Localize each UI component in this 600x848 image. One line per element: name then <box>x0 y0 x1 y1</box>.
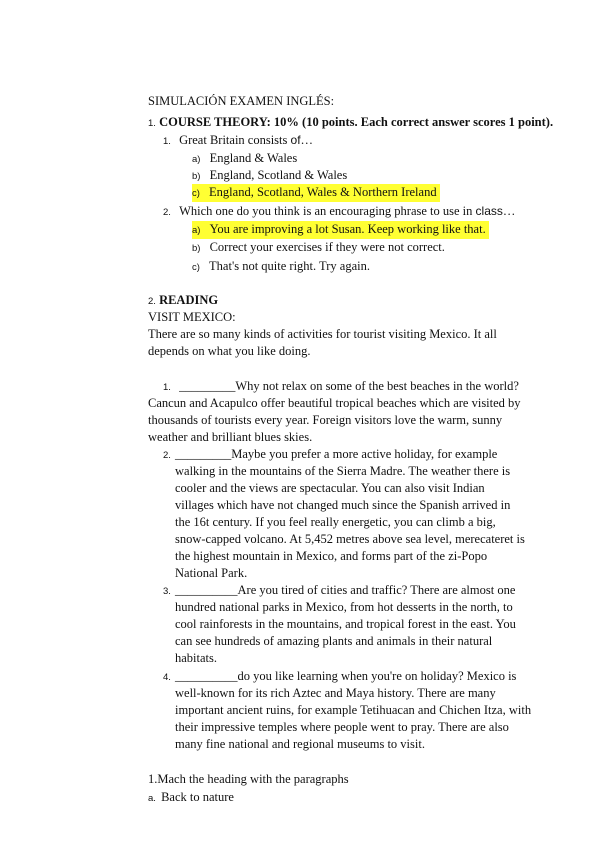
option-text: That's not quite right. Try again. <box>209 259 370 273</box>
paragraph-line: Cancun and Acapulco offer beautiful tropical beaches which are visited by <box>148 396 521 410</box>
paragraph-line: __________Are you tired of cities and traffic? There are almost one <box>175 583 516 597</box>
paragraph-line: _________Maybe you prefer a more active holiday, for example <box>175 447 498 461</box>
paragraph-line: hundred national parks in Mexico, from hot desserts in the north, to <box>175 600 513 614</box>
paragraph-line: _________Why not relax on some of the best beaches in the world? <box>179 379 519 393</box>
paragraph-2-number <box>163 446 171 464</box>
section1-number: 1. <box>148 118 156 129</box>
paragraph-3-number <box>163 582 171 600</box>
option-letter: a) <box>192 154 201 165</box>
reading-subtitle: VISIT MEXICO: <box>148 310 236 324</box>
paragraph-line: habitats. <box>175 651 218 665</box>
question-1-text: Great Britain consists <box>179 133 291 147</box>
question-1 <box>163 132 313 150</box>
question-1-option-b <box>192 167 347 185</box>
heading-letter: a. <box>148 793 156 804</box>
paragraph-line: weather and brilliant blues skies. <box>148 430 313 444</box>
intro-line: There are so many kinds of activities for tourist visiting Mexico. It all <box>148 327 497 341</box>
option-letter: b) <box>192 243 201 254</box>
option-text: You are improving a lot Susan. Keep working like that. <box>209 222 486 236</box>
section2-number: 2. <box>148 296 156 307</box>
paragraph-line: __________do you like learning when you're on holiday? Mexico is <box>175 669 517 683</box>
paragraph-line: the 16t century. If you feel really energetic, you can climb a big, <box>175 515 496 529</box>
question-2-option-a-highlighted <box>192 221 489 239</box>
question-2 <box>163 203 515 221</box>
option-letter: c) <box>192 262 200 273</box>
paragraph-number: 2. <box>163 450 171 461</box>
option-letter: a) <box>192 225 201 236</box>
paragraph-line: cool rainforests in the mountains, and tropical forest in the east. You <box>175 617 516 631</box>
paragraph-line: National Park. <box>175 566 248 580</box>
question-1-tail-dots: … <box>300 133 314 147</box>
question-2-tail-dots: … <box>502 204 516 218</box>
heading-option-a <box>148 789 234 807</box>
question-2-tail-word: class <box>475 204 503 218</box>
paragraph-number: 4. <box>163 672 171 683</box>
paragraph-line: their impressive temples where people went to pray. There are also <box>175 720 509 734</box>
question-1-tail-word: of <box>290 133 301 147</box>
paragraph-line: the highest mountain in Mexico, and forms part of the zi-Popo <box>175 549 488 563</box>
section2-heading <box>148 292 218 310</box>
section2-title: READING <box>159 293 219 307</box>
question-2-option-b <box>192 239 445 257</box>
task-instruction <box>148 771 349 787</box>
question-2-text: Which one do you think is an encouraging phrase to use in <box>179 204 476 218</box>
option-text: England & Wales <box>209 151 298 165</box>
question-1-number: 1. <box>163 136 171 147</box>
task-text: Mach the heading with the paragraphs <box>157 772 349 786</box>
page-title: SIMULACIÓN EXAMEN INGLÉS: <box>148 94 335 108</box>
section1-title: COURSE THEORY: 10% (10 points. Each correct answer scores 1 point). <box>159 115 554 129</box>
paragraph-line: well-known for its rich Aztec and Maya history. There are many <box>175 686 496 700</box>
question-2-number: 2. <box>163 207 171 218</box>
intro-line: depends on what you like doing. <box>148 344 311 358</box>
task-number: 1. <box>148 772 158 786</box>
paragraph-line: important ancient ruins, for example Tetihuacan and Chichen Itza, with <box>175 703 532 717</box>
heading-text: Back to nature <box>161 790 234 804</box>
question-1-option-c-highlighted <box>192 184 440 202</box>
paragraph-line: villages which have not changed much since the Spanish arrived in <box>175 498 511 512</box>
paragraph-4-number <box>163 668 171 686</box>
option-text: England, Scotland & Wales <box>209 168 348 182</box>
option-letter: b) <box>192 171 201 182</box>
section1-heading <box>148 114 553 132</box>
paragraph-number: 3. <box>163 586 171 597</box>
paragraph-line: thousands of tourists every year. Foreign visitors love the warm, sunny <box>148 413 503 427</box>
paragraph-line: snow-capped volcano. At 5,452 metres above sea level, merecateret is <box>175 532 525 546</box>
option-text: Correct your exercises if they were not correct. <box>209 240 445 254</box>
paragraph-1-number: 1. <box>163 382 171 393</box>
paragraph-line: can see hundreds of amazing plants and animals in their natural <box>175 634 493 648</box>
paragraph-line: walking in the mountains of the Sierra Madre. The weather there is <box>175 464 511 478</box>
paragraph-line: many fine national and regional museums to visit. <box>175 737 425 751</box>
paragraph-line: cooler and the views are spectacular. You can also visit Indian <box>175 481 485 495</box>
question-1-option-a <box>192 150 297 168</box>
question-2-option-c <box>192 258 370 276</box>
option-text: England, Scotland, Wales & Northern Ireland <box>209 185 437 199</box>
option-letter: c) <box>192 188 200 199</box>
paragraph-1-first-line <box>163 378 519 396</box>
